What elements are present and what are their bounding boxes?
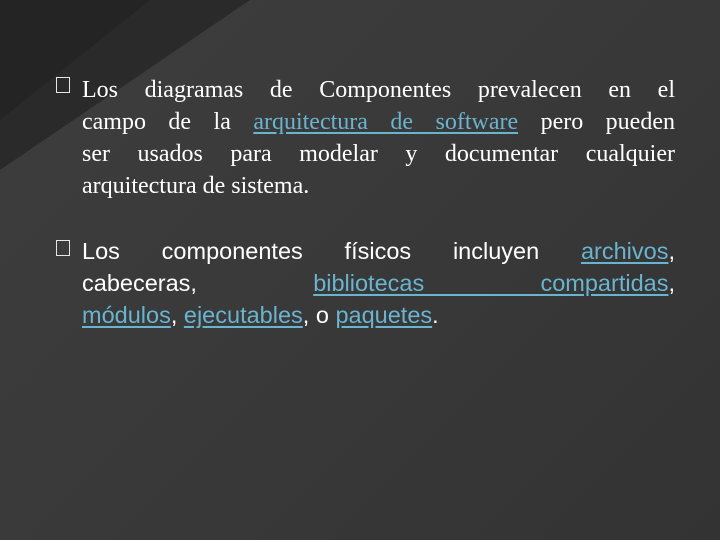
bullet-box-icon [56,77,70,93]
text-line: arquitectura de sistema. [82,173,310,199]
text-line: Los diagramas de Componentes prevalecen en el [82,77,675,103]
hyperlink[interactable]: arquitectura de software [253,109,519,135]
text-line: módulos, ejecutables, o paquetes. [82,302,439,328]
hyperlink[interactable]: bibliotecas [313,270,541,296]
hyperlink[interactable]: archivos [580,238,669,264]
bullet-text [82,235,675,331]
hyperlink[interactable]: compartidas [540,270,669,296]
bullet-item-2 [50,235,675,331]
text-line: cabeceras, bibliotecas compartidas, [82,270,675,296]
text-line: Los componentes físicos incluyen archivos, [82,238,675,264]
hyperlink[interactable]: módulos [82,302,171,328]
bullet-box-icon [56,240,70,256]
bullet-text [82,74,675,202]
text-line: campo de la arquitectura de software pero pueden [82,109,675,135]
bullet-item-1 [50,74,675,202]
text-line: ser usados para modelar y documentar cualquier [82,141,675,167]
slide-content [50,74,675,331]
hyperlink[interactable]: paquetes [335,302,433,328]
hyperlink[interactable]: ejecutables [183,302,303,328]
